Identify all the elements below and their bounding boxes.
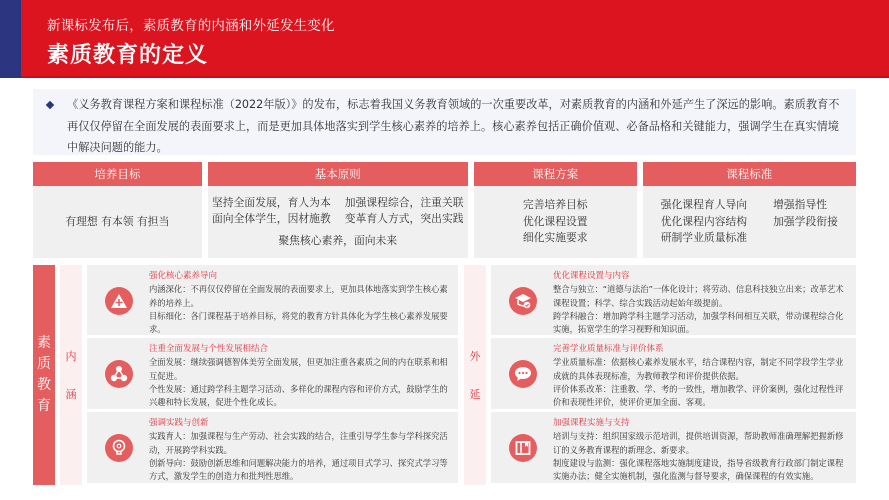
category-basic-principles	[208, 162, 468, 258]
standards-grid	[661, 197, 838, 247]
header-subtitle: 新课标发布后，素质教育的内涵和外延发生变化	[47, 18, 335, 34]
card-line: 目标细化：各门课程基于培养目标，将党的教育方针具体化为学生核心素养发展要求。	[149, 310, 448, 335]
category-training-goals	[33, 162, 202, 258]
label-char: 内	[65, 350, 77, 363]
card-line: 评价体系改革：注重教、学、考的一致性，增加教学、评价案例，强化过程性评价和表现性评价，使评价更加全面、客观。	[553, 383, 844, 408]
category-item: 细化实施要求	[522, 231, 588, 245]
category-item: 加强学段衔接	[773, 214, 838, 228]
label-char: 涵	[65, 388, 77, 401]
extension-label	[464, 265, 486, 485]
category-item: 面向全体学生，因材施教	[212, 212, 331, 226]
card-line: 制度建设与监测：强化课程落地实施制度建设，指导省级教育行政部门制定课程实施办法；健全实施机制，强化监测与督导要求，确保课程的有效实施。	[553, 457, 844, 482]
card-line: 创新导向：鼓励创新思维和问题解决能力的培养，通过项目式学习、探究式学习等方式，激发学生的创造力和批判性思维。	[149, 457, 448, 482]
card-line: 学业质量标准：依据核心素养发展水平，结合课程内容，制定不同学段学生学业成就的具体表现标准，为教师教学和评价提供依据。	[553, 357, 844, 381]
card-title: 强化核心素养导向	[149, 271, 218, 281]
category-item: 增强指导性	[773, 198, 828, 212]
card-core-literacy	[87, 265, 458, 335]
card-title: 注重全面发展与个性发展相结合	[149, 344, 269, 354]
category-curriculum-standards	[643, 162, 856, 258]
principle-row	[212, 195, 464, 212]
principle-row	[212, 211, 464, 228]
label-char: 延	[469, 388, 481, 401]
category-curriculum-plan	[474, 162, 637, 258]
book-bookmark-icon	[509, 434, 537, 462]
card-holistic-development	[87, 338, 458, 409]
card-curriculum-setting	[491, 265, 856, 335]
card-line: 实践育人：加强课程与生产劳动、社会实践的结合，注重引导学生参与学科探究活动，开展跨学科实践。	[149, 431, 448, 455]
card-title: 加强课程实施与支持	[553, 418, 630, 428]
category-header: 课程标准	[643, 162, 856, 186]
category-item: 变革育人方式，突出实践	[344, 212, 464, 226]
label-char: 质	[37, 356, 51, 372]
diamond-bullet-icon	[46, 101, 54, 109]
card-line: 全面发展：继续强调德智体美劳全面发展，但更加注重各素质之间的内在联系和相互促进。	[149, 357, 448, 381]
card-line: 个性发展：通过跨学科主题学习活动、多样化的课程内容和评价方式，鼓励学生的兴趣和特长发展，促进个性化成长。	[149, 383, 448, 408]
category-body	[474, 186, 637, 258]
category-item: 强化课程育人导向	[660, 198, 748, 212]
category-item: 优化课程设置	[522, 214, 588, 228]
card-line: 整合与独立：“道德与法治”一体化设计；将劳动、信息科技独立出来；改革艺术课程设置；科学、综合实践活动起始年级提前。	[553, 284, 844, 308]
category-item: 完善培养目标	[522, 198, 588, 212]
intro-text: 《义务教育课程方案和课程标准（2022年版）》的发布，标志着我国义务教育领域的一次重要改革，对素质教育的内涵和外延产生了深远的影响。素质教育不再仅仅停留在全面发展的表面要求上，而是更加具体地落实到学生核心素养的培养上。核心素养包括正确价值观、必备品格和关键能力，强调学生在真实情境中解决问题的能力。	[67, 98, 840, 154]
intro-panel	[33, 89, 856, 155]
label-char: 外	[469, 350, 481, 363]
label-char: 育	[37, 398, 51, 414]
category-item: 坚持全面发展，育人为本	[212, 195, 331, 209]
card-title: 优化课程设置与内容	[553, 271, 630, 281]
connotation-label	[60, 265, 82, 485]
graduation-cap-check-icon	[509, 287, 537, 315]
label-char: 教	[37, 377, 51, 393]
header-side-stripe	[0, 0, 21, 78]
category-header: 基本原则	[208, 162, 468, 186]
card-title: 完善学业质量标准与评价体系	[553, 344, 664, 354]
header-divider	[21, 76, 889, 78]
category-item: 聚焦核心素养，面向未来	[278, 233, 398, 247]
card-implementation-support	[491, 412, 856, 483]
card-title: 强调实践与创新	[149, 418, 209, 428]
network-nodes-icon	[105, 360, 133, 388]
lightbulb-icon	[105, 434, 133, 462]
card-line: 培训与支持：组织国家级示范培训，提供培训资源，帮助教师准确理解把握新修订的义务教育课程的新理念、新要求。	[553, 431, 844, 455]
category-item: 研制学业质量标准	[660, 231, 748, 245]
card-line: 跨学科融合：增加跨学科主题学习活动，加强学科间相互关联，带动课程综合化实施，拓宽学生的学习视野和知识面。	[553, 310, 844, 335]
chat-bubble-icon	[509, 360, 537, 388]
category-item	[773, 230, 838, 247]
category-body	[208, 186, 468, 258]
label-char: 素	[37, 335, 51, 351]
quality-education-label	[33, 265, 55, 485]
category-header: 培养目标	[33, 162, 202, 186]
card-practice-innovation	[87, 412, 458, 483]
triangle-plus-icon	[105, 287, 133, 315]
card-line: 内涵深化：不再仅仅停留在全面发展的表面要求上，更加具体地落实到学生核心素养的培养上。	[149, 284, 448, 308]
page-title: 素质教育的定义	[47, 43, 209, 68]
category-body	[33, 186, 202, 258]
category-header: 课程方案	[474, 162, 637, 186]
category-item: 有理想 有本领 有担当	[65, 214, 170, 228]
category-item: 优化课程内容结构	[660, 214, 748, 228]
category-body	[643, 186, 856, 258]
category-row	[33, 162, 856, 258]
category-item: 加强课程综合，注重关联	[344, 195, 464, 209]
card-quality-evaluation	[491, 338, 856, 409]
header-banner	[0, 0, 889, 78]
